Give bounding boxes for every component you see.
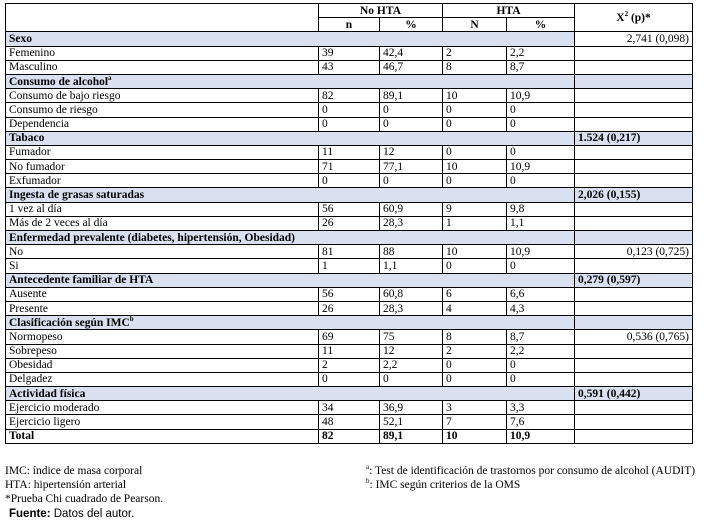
cell-chi-value xyxy=(575,174,693,188)
footnote-text: : Test de identificación de trastornos por consumo de alcohol (AUDIT) xyxy=(369,465,696,477)
table-row xyxy=(6,401,693,415)
cell-pct-no-hta: 46,7 xyxy=(380,60,443,74)
table-row xyxy=(6,160,693,174)
footnote-mark: b xyxy=(366,477,370,486)
row-label: Exfumador xyxy=(6,174,319,188)
row-label: Femenino xyxy=(6,46,319,60)
cell-n-no-hta: 0 xyxy=(319,372,380,386)
source-note xyxy=(9,508,134,520)
cell-n-hta: 0 xyxy=(443,358,507,372)
section-title-text: Actividad física xyxy=(9,387,86,400)
section-title-superscript: a xyxy=(108,74,112,82)
table-row xyxy=(6,372,693,386)
table-row xyxy=(6,245,693,259)
cell-chi-value xyxy=(575,301,693,315)
section-chi-value: 2,026 (0,155) xyxy=(575,188,693,202)
section-title xyxy=(6,316,575,330)
cell-n-hta: 2 xyxy=(443,46,507,60)
cell-chi-value xyxy=(575,46,693,60)
cell-n-no-hta: 1 xyxy=(319,259,380,273)
cell-chi-value xyxy=(575,259,693,273)
cell-pct-hta: 1,1 xyxy=(507,216,575,230)
cell-pct-hta: 2,2 xyxy=(507,46,575,60)
cell-pct-hta: 0 xyxy=(507,358,575,372)
cell-n-no-hta: 82 xyxy=(319,89,380,103)
table-row xyxy=(6,117,693,131)
header-n-no-hta: n xyxy=(319,18,380,32)
header-no-hta: No HTA xyxy=(319,4,443,18)
cell-n-hta: 0 xyxy=(443,103,507,117)
cell-pct-hta: 9,8 xyxy=(507,202,575,216)
total-pct-no-hta: 89,1 xyxy=(380,429,443,443)
cell-pct-hta: 0 xyxy=(507,372,575,386)
section-title xyxy=(6,131,575,145)
row-label: Si xyxy=(6,259,319,273)
table-row xyxy=(6,301,693,315)
section-chi-value: 1.524 (0,217) xyxy=(575,131,693,145)
section-title-superscript: b xyxy=(129,315,134,323)
cell-n-hta: 3 xyxy=(443,401,507,415)
cell-chi-value xyxy=(575,344,693,358)
chi-superscript: 2 xyxy=(624,9,629,18)
row-label: Masculino xyxy=(6,60,319,74)
cell-pct-no-hta: 28,3 xyxy=(380,216,443,230)
row-label: Ejercicio ligero xyxy=(6,415,319,429)
total-label: Total xyxy=(6,429,319,443)
section-title xyxy=(6,387,575,401)
section-row xyxy=(6,231,693,245)
total-n-hta: 10 xyxy=(443,429,507,443)
source-text: Datos del autor. xyxy=(50,508,135,520)
section-title-text: Tabaco xyxy=(9,132,45,145)
cell-n-no-hta: 0 xyxy=(319,174,380,188)
cell-pct-hta: 6,6 xyxy=(507,287,575,301)
cell-chi-value xyxy=(575,117,693,131)
footnote-left: IMC: índice de masa corporal xyxy=(5,465,143,477)
cell-pct-hta: 7,6 xyxy=(507,415,575,429)
section-chi-value: 0,591 (0,442) xyxy=(575,387,693,401)
cell-pct-hta: 10,9 xyxy=(507,89,575,103)
section-title xyxy=(6,231,575,245)
row-label: Consumo de bajo riesgo xyxy=(6,89,319,103)
table-row xyxy=(6,46,693,60)
row-label: Sobrepeso xyxy=(6,344,319,358)
table-row xyxy=(6,89,693,103)
section-row xyxy=(6,316,693,330)
section-title xyxy=(6,32,575,46)
section-title xyxy=(6,74,575,88)
cell-n-no-hta: 43 xyxy=(319,60,380,74)
section-title xyxy=(6,188,575,202)
cell-n-no-hta: 71 xyxy=(319,160,380,174)
cell-pct-no-hta: 2,2 xyxy=(380,358,443,372)
section-chi-value xyxy=(575,316,693,330)
total-n-no-hta: 82 xyxy=(319,429,380,443)
cell-n-hta: 9 xyxy=(443,202,507,216)
cell-chi-value xyxy=(575,415,693,429)
total-row xyxy=(6,429,693,443)
cell-pct-no-hta: 0 xyxy=(380,117,443,131)
footnote-text: : IMC según criterios de la OMS xyxy=(369,479,521,491)
cell-chi-value: 0,536 (0,765) xyxy=(575,330,693,344)
section-row xyxy=(6,387,693,401)
cell-n-hta: 0 xyxy=(443,145,507,159)
header-pct-no-hta: % xyxy=(380,18,443,32)
section-title-text: Sexo xyxy=(9,32,32,45)
table-row xyxy=(6,216,693,230)
header-row-groups xyxy=(6,4,693,18)
cell-n-no-hta: 69 xyxy=(319,330,380,344)
footnote-mark: a xyxy=(366,463,370,472)
cell-pct-hta: 0 xyxy=(507,259,575,273)
cell-pct-hta: 10,9 xyxy=(507,245,575,259)
cell-pct-hta: 0 xyxy=(507,103,575,117)
cell-n-hta: 4 xyxy=(443,301,507,315)
cell-pct-no-hta: 1,1 xyxy=(380,259,443,273)
row-label: Ejercicio moderado xyxy=(6,401,319,415)
section-title-text: Antecedente familiar de HTA xyxy=(9,274,154,287)
section-title-text: Enfermedad prevalente (diabetes, hipertensión, Obesidad) xyxy=(9,231,296,244)
cell-pct-no-hta: 0 xyxy=(380,372,443,386)
cell-n-no-hta: 11 xyxy=(319,344,380,358)
table-row xyxy=(6,103,693,117)
cell-pct-hta: 10,9 xyxy=(507,160,575,174)
cell-chi-value xyxy=(575,145,693,159)
cell-n-hta: 10 xyxy=(443,245,507,259)
cell-n-no-hta: 0 xyxy=(319,103,380,117)
table-row xyxy=(6,287,693,301)
cell-pct-no-hta: 12 xyxy=(380,344,443,358)
table-row xyxy=(6,344,693,358)
cell-pct-hta: 0 xyxy=(507,174,575,188)
source-label: Fuente: xyxy=(9,508,51,520)
header-n-hta: N xyxy=(443,18,507,32)
section-row xyxy=(6,32,693,46)
table-row xyxy=(6,259,693,273)
row-label: Fumador xyxy=(6,145,319,159)
cell-pct-no-hta: 60,8 xyxy=(380,287,443,301)
table-row xyxy=(6,415,693,429)
row-label: Obesidad xyxy=(6,358,319,372)
cell-n-no-hta: 0 xyxy=(319,117,380,131)
section-title-text: Consumo de alcohol xyxy=(9,75,109,88)
cell-n-no-hta: 34 xyxy=(319,401,380,415)
cell-chi-value: 0,123 (0,725) xyxy=(575,245,693,259)
row-label: No fumador xyxy=(6,160,319,174)
cell-chi-value xyxy=(575,160,693,174)
cell-chi-value xyxy=(575,60,693,74)
row-label: Ausente xyxy=(6,287,319,301)
cell-pct-no-hta: 0 xyxy=(380,103,443,117)
cell-pct-no-hta: 28,3 xyxy=(380,301,443,315)
total-pct-hta: 10,9 xyxy=(507,429,575,443)
cell-n-no-hta: 39 xyxy=(319,46,380,60)
cell-n-no-hta: 81 xyxy=(319,245,380,259)
chi-symbol: X xyxy=(616,11,625,24)
cell-pct-hta: 3,3 xyxy=(507,401,575,415)
cell-chi-value xyxy=(575,287,693,301)
row-label: Delgadez xyxy=(6,372,319,386)
cell-pct-no-hta: 0 xyxy=(380,174,443,188)
section-row xyxy=(6,273,693,287)
cell-n-hta: 10 xyxy=(443,160,507,174)
cell-n-no-hta: 2 xyxy=(319,358,380,372)
cell-chi-value xyxy=(575,89,693,103)
footnote-left: *Prueba Chi cuadrado de Pearson. xyxy=(5,493,164,505)
section-chi-value: 2,741 (0,098) xyxy=(575,32,693,46)
table-row xyxy=(6,358,693,372)
cell-pct-no-hta: 36,9 xyxy=(380,401,443,415)
cell-pct-hta: 8,7 xyxy=(507,60,575,74)
table-row xyxy=(6,330,693,344)
header-hta: HTA xyxy=(443,4,575,18)
section-row xyxy=(6,74,693,88)
cell-pct-no-hta: 60,9 xyxy=(380,202,443,216)
row-label: Dependencia xyxy=(6,117,319,131)
table-row xyxy=(6,174,693,188)
cell-pct-hta: 0 xyxy=(507,145,575,159)
section-chi-value xyxy=(575,231,693,245)
cell-n-no-hta: 26 xyxy=(319,216,380,230)
cell-n-hta: 0 xyxy=(443,372,507,386)
table-row xyxy=(6,145,693,159)
cell-n-hta: 8 xyxy=(443,330,507,344)
table-body xyxy=(6,4,693,444)
row-label: Presente xyxy=(6,301,319,315)
cell-n-no-hta: 48 xyxy=(319,415,380,429)
header-pct-hta: % xyxy=(507,18,575,32)
cell-pct-no-hta: 52,1 xyxy=(380,415,443,429)
cell-n-no-hta: 11 xyxy=(319,145,380,159)
cell-chi-value xyxy=(575,202,693,216)
cell-chi-value xyxy=(575,216,693,230)
table-row xyxy=(6,60,693,74)
cell-pct-hta: 4,3 xyxy=(507,301,575,315)
cell-pct-no-hta: 77,1 xyxy=(380,160,443,174)
cell-n-hta: 0 xyxy=(443,117,507,131)
table-row xyxy=(6,202,693,216)
cell-chi-value xyxy=(575,372,693,386)
cell-n-hta: 0 xyxy=(443,259,507,273)
cell-n-hta: 1 xyxy=(443,216,507,230)
cell-n-no-hta: 56 xyxy=(319,202,380,216)
section-title-text: Ingesta de grasas saturadas xyxy=(9,189,145,202)
row-label: Normopeso xyxy=(6,330,319,344)
section-title-text: Clasificación según IMC xyxy=(9,316,130,329)
cell-n-hta: 10 xyxy=(443,89,507,103)
cell-pct-no-hta: 89,1 xyxy=(380,89,443,103)
footnote-right xyxy=(366,479,520,492)
footnote-right xyxy=(366,465,695,478)
header-blank-cell xyxy=(6,4,319,32)
row-label: 1 vez al día xyxy=(6,202,319,216)
cell-pct-hta: 8,7 xyxy=(507,330,575,344)
row-label: No xyxy=(6,245,319,259)
chi-p-label: (p)* xyxy=(628,11,651,24)
section-chi-value xyxy=(575,74,693,88)
cell-n-hta: 7 xyxy=(443,415,507,429)
cell-pct-no-hta: 88 xyxy=(380,245,443,259)
total-chi xyxy=(575,429,693,443)
cell-pct-no-hta: 12 xyxy=(380,145,443,159)
cell-chi-value xyxy=(575,358,693,372)
footnote-left: HTA: hipertensión arterial xyxy=(5,479,127,491)
cell-chi-value xyxy=(575,401,693,415)
cell-n-no-hta: 56 xyxy=(319,287,380,301)
section-chi-value: 0,279 (0,597) xyxy=(575,273,693,287)
section-title xyxy=(6,273,575,287)
header-chi-square xyxy=(575,4,693,32)
section-row xyxy=(6,131,693,145)
cell-n-hta: 0 xyxy=(443,174,507,188)
row-label: Consumo de riesgo xyxy=(6,103,319,117)
cell-n-hta: 6 xyxy=(443,287,507,301)
cell-n-hta: 2 xyxy=(443,344,507,358)
row-label: Más de 2 veces al día xyxy=(6,216,319,230)
cell-chi-value xyxy=(575,103,693,117)
cell-pct-no-hta: 42,4 xyxy=(380,46,443,60)
cell-n-hta: 8 xyxy=(443,60,507,74)
cell-pct-hta: 0 xyxy=(507,117,575,131)
cell-pct-hta: 2,2 xyxy=(507,344,575,358)
cell-pct-no-hta: 75 xyxy=(380,330,443,344)
results-table xyxy=(5,3,693,444)
cell-n-no-hta: 26 xyxy=(319,301,380,315)
section-row xyxy=(6,188,693,202)
